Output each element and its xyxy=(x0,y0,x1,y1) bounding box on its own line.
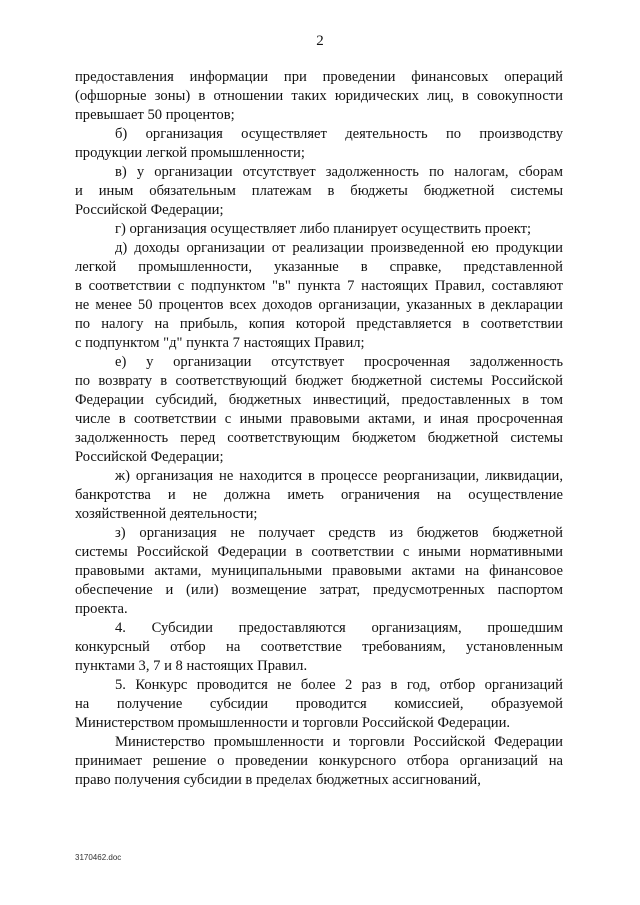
paragraph xyxy=(75,220,563,239)
text-line: 5. Конкурс проводится не более 2 раз в год, отбор организаций xyxy=(115,677,563,693)
text-line: задолженность перед соответствующим бюджетом бюджетной системы xyxy=(75,430,563,446)
paragraph xyxy=(75,239,563,353)
paragraph xyxy=(75,353,563,467)
text-line: пунктами 3, 7 и 8 настоящих Правил. xyxy=(75,658,308,674)
paragraph xyxy=(75,733,563,790)
text-line: по возврату в соответствующий бюджет бюджетной системы Российской xyxy=(75,373,563,389)
text-line: на получение субсидии проводится комиссией, образуемой xyxy=(75,696,563,712)
document-body xyxy=(75,68,563,790)
paragraph xyxy=(75,163,563,220)
text-line: и иным обязательным платежам в бюджеты бюджетной системы xyxy=(75,183,563,199)
text-line: (офшорные зоны) в отношении таких юридических лиц, в совокупности xyxy=(75,88,563,104)
text-line: принимает решение о проведении конкурсного отбора организаций на xyxy=(75,753,563,769)
text-line: предоставления информации при проведении финансовых операций xyxy=(75,69,563,85)
text-line: Российской Федерации; xyxy=(75,449,224,465)
text-line: числе в соответствии с иными правовыми актами, и иная просроченная xyxy=(75,411,563,427)
page-number: 2 xyxy=(316,33,324,49)
text-line: 4. Субсидии предоставляются организациям, прошедшим xyxy=(115,620,563,636)
text-line: банкротства и не должна иметь ограничения на осуществление xyxy=(75,487,563,503)
paragraph xyxy=(75,467,563,524)
paragraph xyxy=(75,68,563,125)
text-line: Федерации субсидий, бюджетных инвестиций, предоставленных в том xyxy=(75,392,563,408)
text-line: превышает 50 процентов; xyxy=(75,107,235,123)
text-line: б) организация осуществляет деятельность по производству xyxy=(115,126,563,142)
text-line: с подпунктом "д" пункта 7 настоящих Правил; xyxy=(75,335,365,351)
text-line: легкой промышленности, указанные в справке, представленной xyxy=(75,259,563,275)
text-line: в) у организации отсутствует задолженность по налогам, сборам xyxy=(115,164,563,180)
text-line: конкурсный отбор на соответствие требованиям, установленным xyxy=(75,639,563,655)
text-line: ж) организация не находится в процессе реорганизации, ликвидации, xyxy=(115,468,563,484)
text-line: проекта. xyxy=(75,601,128,617)
text-line: право получения субсидии в пределах бюджетных ассигнований, xyxy=(75,772,481,788)
text-line: системы Российской Федерации в соответствии с иными нормативными xyxy=(75,544,563,560)
text-line: по налогу на прибыль, копия которой представляется в соответствии xyxy=(75,316,563,332)
text-line: г) организация осуществляет либо планирует осуществить проект; xyxy=(115,221,532,237)
text-line: д) доходы организации от реализации произведенной ею продукции xyxy=(115,240,563,256)
text-line: обеспечение и (или) возмещение затрат, предусмотренных паспортом xyxy=(75,582,563,598)
text-line: е) у организации отсутствует просроченная задолженность xyxy=(115,354,563,370)
text-line: правовыми актами, муниципальными правовыми актами на финансовое xyxy=(75,563,563,579)
text-line: хозяйственной деятельности; xyxy=(75,506,258,522)
text-line: Российской Федерации; xyxy=(75,202,224,218)
text-line: Министерство промышленности и торговли Российской Федерации xyxy=(115,734,563,750)
text-line: продукции легкой промышленности; xyxy=(75,145,305,161)
text-line: Министерством промышленности и торговли Российской Федерации. xyxy=(75,715,511,731)
text-line: в соответствии с подпунктом "в" пункта 7 настоящих Правил, составляют xyxy=(75,278,563,294)
text-line: не менее 50 процентов всех доходов организации, указанных в декларации xyxy=(75,297,563,313)
paragraph xyxy=(75,524,563,619)
text-line: з) организация не получает средств из бюджетов бюджетной xyxy=(115,525,563,541)
paragraph xyxy=(75,619,563,676)
paragraph xyxy=(75,125,563,163)
document-filename: 3170462.doc xyxy=(75,853,122,862)
paragraph xyxy=(75,676,563,733)
